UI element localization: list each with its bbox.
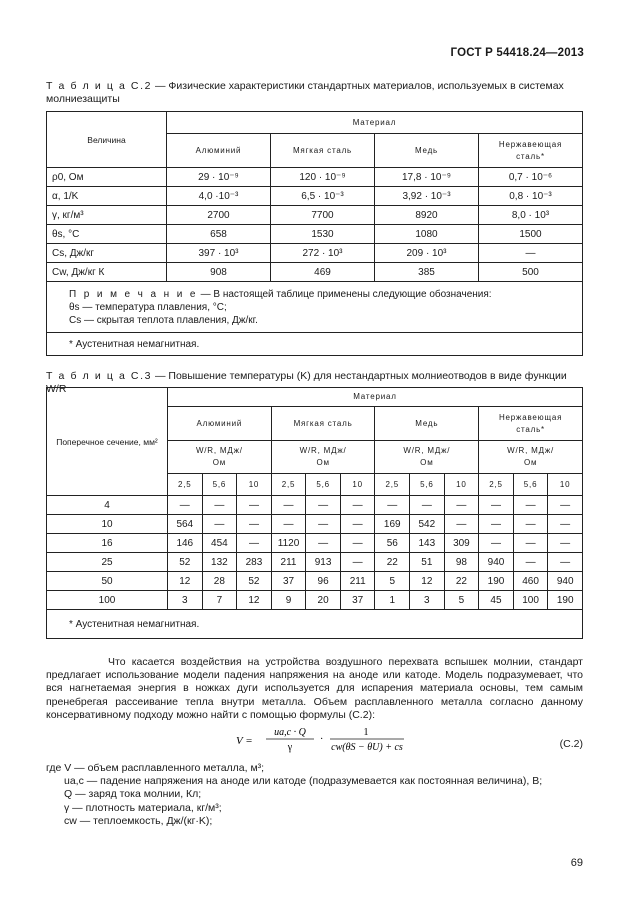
table-c2-header-material: Материал: [167, 112, 583, 134]
table-cell: 12: [168, 572, 203, 591]
row-section: 50: [47, 572, 168, 591]
table-row: [47, 187, 583, 206]
wr-value: 2,5: [375, 474, 410, 496]
table-c3-header-section: Поперечное сечение, мм²: [47, 388, 168, 496]
table-c3-material-mild-steel: Мягкая сталь: [271, 407, 375, 441]
table-cell: 4,0 ·10⁻³: [167, 187, 271, 206]
formula-number: (С.2): [559, 738, 583, 750]
table-row: [47, 553, 583, 572]
table-cell: 6,5 · 10⁻³: [271, 187, 375, 206]
row-label: ρ0, Ом: [47, 168, 167, 187]
table-c2-note: [47, 282, 583, 333]
wr-value: 2,5: [479, 474, 514, 496]
table-cell: —: [340, 515, 375, 534]
table-cell: —: [340, 553, 375, 572]
table-cell: 132: [202, 553, 237, 572]
note-text: — В настоящей таблице применены следующие обозначения:: [197, 289, 492, 300]
row-label: α, 1/K: [47, 187, 167, 206]
table-cell: 397 · 10³: [167, 244, 271, 263]
table-c3-unit-stainless: W/R, МДж/Ом: [479, 441, 583, 474]
table-cell: 120 · 10⁻⁹: [271, 168, 375, 187]
table-cell: 22: [375, 553, 410, 572]
table-cell: —: [548, 496, 583, 515]
table-cell: 309: [444, 534, 479, 553]
table-c3-material-stainless: Нержавеющая сталь*: [479, 407, 583, 441]
table-cell: —: [306, 496, 341, 515]
wr-value: 10: [548, 474, 583, 496]
table-cell: —: [306, 534, 341, 553]
table-cell: 45: [479, 591, 514, 610]
table-cell: 17,8 · 10⁻⁹: [375, 168, 479, 187]
wr-value: 5,6: [513, 474, 548, 496]
row-section: 100: [47, 591, 168, 610]
table-cell: —: [479, 496, 514, 515]
table-cell: —: [548, 534, 583, 553]
table-cell: —: [340, 496, 375, 515]
table-cell: 12: [410, 572, 445, 591]
table-cell: 940: [548, 572, 583, 591]
table-cell: —: [237, 496, 272, 515]
row-section: 10: [47, 515, 168, 534]
table-row: [47, 534, 583, 553]
table-cell: 469: [271, 263, 375, 282]
table-cell: 29 · 10⁻⁹: [167, 168, 271, 187]
table-cell: 9: [271, 591, 306, 610]
table-cell: 190: [548, 591, 583, 610]
table-cell: 12: [237, 591, 272, 610]
table-c3-header-material: Материал: [168, 388, 583, 407]
table-c2-caption-text: — Физические характеристики стандартных материалов, используемых в системах молниезащиты: [46, 80, 564, 105]
table-cell: 542: [410, 515, 445, 534]
table-cell: 913: [306, 553, 341, 572]
table-c3-material-aluminium: Алюминий: [168, 407, 272, 441]
wr-value: 5,6: [202, 474, 237, 496]
table-cell: 272 · 10³: [271, 244, 375, 263]
table-cell: 28: [202, 572, 237, 591]
table-cell: —: [548, 553, 583, 572]
variable-definitions: [46, 762, 542, 828]
table-cell: —: [375, 496, 410, 515]
table-cell: 96: [306, 572, 341, 591]
formula-c2-graphic: [236, 724, 403, 754]
table-cell: —: [306, 515, 341, 534]
formula-c2: [236, 724, 403, 757]
table-cell: 5: [375, 572, 410, 591]
definition-gamma: γ — плотность материала, кг/м³;: [64, 801, 222, 814]
table-c2-material-stainless: Нержавеющая сталь*: [479, 134, 583, 168]
table-cell: —: [479, 534, 514, 553]
table-c2-footnote: * Аустенитная немагнитная.: [47, 333, 583, 356]
table-cell: 0,7 · 10⁻⁶: [479, 168, 583, 187]
row-label: θs, °C: [47, 225, 167, 244]
table-c3-material-copper: Медь: [375, 407, 479, 441]
table-cell: 211: [271, 553, 306, 572]
table-row: [47, 496, 583, 515]
row-section: 4: [47, 496, 168, 515]
table-cell: —: [410, 496, 445, 515]
standard-code: ГОСТ Р 54418.24—2013: [450, 47, 584, 59]
table-cell: 37: [340, 591, 375, 610]
table-cell: 0,8 · 10⁻³: [479, 187, 583, 206]
table-row: [47, 244, 583, 263]
table-row: [47, 263, 583, 282]
table-c2: [46, 111, 583, 356]
table-cell: 1500: [479, 225, 583, 244]
row-label: Cs, Дж/кг: [47, 244, 167, 263]
table-cell: 3: [410, 591, 445, 610]
table-cell: —: [271, 496, 306, 515]
table-c3-unit-aluminium: W/R, МДж/Ом: [168, 441, 272, 474]
table-cell: 385: [375, 263, 479, 282]
table-cell: —: [271, 515, 306, 534]
table-cell: 1530: [271, 225, 375, 244]
table-cell: 143: [410, 534, 445, 553]
table-cell: —: [202, 515, 237, 534]
table-cell: 52: [237, 572, 272, 591]
table-row: [47, 515, 583, 534]
wr-value: 10: [340, 474, 375, 496]
table-row: [47, 225, 583, 244]
row-section: 16: [47, 534, 168, 553]
definition-u: ua,c — падение напряжения на аноде или катоде (подразумевается как постоянная величина), В;: [64, 775, 543, 788]
table-cell: 940: [479, 553, 514, 572]
table-cell: 658: [167, 225, 271, 244]
definition-cw: cw — теплоемкость, Дж/(кг·K);: [64, 814, 213, 827]
table-cell: —: [444, 496, 479, 515]
table-cell: 3: [168, 591, 203, 610]
table-cell: —: [513, 496, 548, 515]
table-cell: 169: [375, 515, 410, 534]
wr-value: 2,5: [271, 474, 306, 496]
table-row: [47, 591, 583, 610]
table-cell: —: [513, 553, 548, 572]
table-cell: —: [202, 496, 237, 515]
table-cell: 283: [237, 553, 272, 572]
table-cell: —: [237, 515, 272, 534]
formula-denominator-left: γ: [287, 742, 293, 753]
table-cell: 8,0 · 10³: [479, 206, 583, 225]
table-cell: —: [479, 515, 514, 534]
table-cell: 7: [202, 591, 237, 610]
table-cell: 190: [479, 572, 514, 591]
table-cell: —: [340, 534, 375, 553]
table-cell: 7700: [271, 206, 375, 225]
note-line-theta: θs — температура плавления, °С;: [69, 302, 227, 313]
table-cell: —: [444, 515, 479, 534]
note-label: П р и м е ч а н и е: [69, 289, 198, 300]
table-c3-footnote: * Аустенитная немагнитная.: [47, 610, 583, 639]
table-c3-unit-mild-steel: W/R, МДж/Ом: [271, 441, 375, 474]
row-section: 25: [47, 553, 168, 572]
table-cell: 500: [479, 263, 583, 282]
body-paragraph: Что касается воздействия на устройства воздушного перехвата вспышек молнии, стандарт предлагает использование модели падения напряжения на аноде или катоде. Модель подразумевает, что вся нагнетаемая энергия в ножках дуги используется для испарения материала основы, тем самым пренебрегая рассеивание тепла внутри металла. Объем расплавленного металла согласно данному консервативному подходу можно найти с помощью формулы (С.2):: [46, 656, 583, 721]
wr-value: 10: [444, 474, 479, 496]
table-cell: 1120: [271, 534, 306, 553]
formula-numerator-left: ua,c · Q: [274, 727, 306, 738]
table-cell: 51: [410, 553, 445, 572]
table-c3-caption-text: — Повышение температуры (K) для нестандартных молниеотводов в виде функции W/R: [46, 370, 567, 395]
table-cell: 3,92 · 10⁻³: [375, 187, 479, 206]
table-cell: —: [513, 534, 548, 553]
table-cell: 564: [168, 515, 203, 534]
wr-value: 2,5: [168, 474, 203, 496]
table-c2-caption-label: Т а б л и ц а С.2: [46, 80, 153, 92]
table-c2-material-aluminium: Алюминий: [167, 134, 271, 168]
table-cell: 37: [271, 572, 306, 591]
table-cell: —: [237, 534, 272, 553]
table-c3-caption-label: Т а б л и ц а С.3: [46, 370, 153, 382]
table-row: [47, 168, 583, 187]
table-cell: 5: [444, 591, 479, 610]
table-c3: [46, 387, 583, 639]
table-cell: —: [479, 244, 583, 263]
table-cell: 1080: [375, 225, 479, 244]
wr-value: 10: [237, 474, 272, 496]
table-cell: 56: [375, 534, 410, 553]
definition-q: Q — заряд тока молнии, Кл;: [64, 788, 202, 801]
table-c3-unit-copper: W/R, МДж/Ом: [375, 441, 479, 474]
table-cell: 52: [168, 553, 203, 572]
table-cell: 460: [513, 572, 548, 591]
note-line-cs: Cs — скрытая теплота плавления, Дж/кг.: [69, 315, 258, 326]
multiply-dot: ·: [320, 734, 324, 745]
row-label: Cw, Дж/кг К: [47, 263, 167, 282]
table-cell: —: [513, 515, 548, 534]
table-c2-material-copper: Медь: [375, 134, 479, 168]
table-cell: 908: [167, 263, 271, 282]
table-cell: 454: [202, 534, 237, 553]
table-cell: —: [168, 496, 203, 515]
table-row: [47, 206, 583, 225]
table-cell: 209 · 10³: [375, 244, 479, 263]
formula-denominator-right: cw(θS − θU) + cs: [331, 742, 403, 753]
definition-v: где V — объем расплавленного металла, м³;: [46, 762, 265, 774]
wr-value: 5,6: [306, 474, 341, 496]
table-c2-header-quantity: Величина: [47, 112, 167, 168]
table-cell: —: [548, 515, 583, 534]
table-cell: 1: [375, 591, 410, 610]
table-cell: 211: [340, 572, 375, 591]
table-cell: 2700: [167, 206, 271, 225]
table-cell: 100: [513, 591, 548, 610]
table-c2-caption: [46, 80, 586, 106]
formula-numerator-right: 1: [363, 727, 369, 738]
table-cell: 22: [444, 572, 479, 591]
table-cell: 8920: [375, 206, 479, 225]
table-row: [47, 572, 583, 591]
wr-value: 5,6: [410, 474, 445, 496]
row-label: γ, кг/м³: [47, 206, 167, 225]
table-cell: 146: [168, 534, 203, 553]
page-number: 69: [570, 857, 583, 869]
table-cell: 20: [306, 591, 341, 610]
table-c2-material-mild-steel: Мягкая сталь: [271, 134, 375, 168]
formula-lhs: V =: [236, 735, 253, 747]
table-cell: 98: [444, 553, 479, 572]
